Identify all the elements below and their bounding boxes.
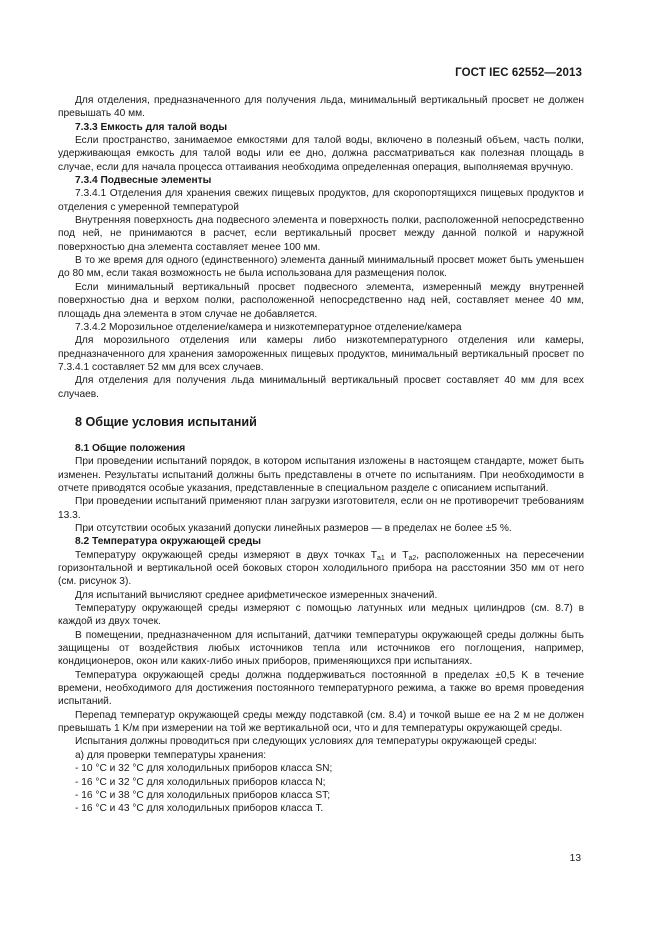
paragraph: Для морозильного отделения или камеры либо низкотемпературного отделения или камеры, предназначенного для хранения замороженных пищевых продуктов, минимальный вертикальный просвет по 7.3.4.1 составляет 52 мм для всех случаев.	[58, 335, 584, 373]
paragraph-text: и T	[384, 549, 409, 561]
paragraph: В помещении, предназначенном для испытаний, датчики температуры окружающей среды должны быть защищены от воздействия любых источников тепла или источников его поглощения, например, кондиционеров, окон или каких-либо иных приборов, применяющихся при испытаниях.	[58, 629, 584, 668]
paragraph: При отсутствии особых указаний допуски линейных размеров — в пределах не более ±5 %.	[75, 522, 512, 534]
paragraph: 7.3.4.2 Морозильное отделение/камера и низкотемпературное отделение/камера	[75, 321, 462, 333]
paragraph: Внутренняя поверхность дна подвесного элемента и поверхность полки, расположенной непосредственно под ней, не принимаются в расчет, если вертикальный просвет между данной полкой и наружной поверхностью дна элемента составляет менее 100 мм.	[58, 215, 584, 253]
paragraph: Температура окружающей среды должна поддерживаться постоянной в пределах ±0,5 K в течение времени, необходимого для достижения постоянного температурного режима, а также во время проведения испытаний.	[58, 669, 584, 708]
list-item: - 16 °C и 32 °C для холодильных приборов класса N;	[75, 776, 326, 788]
paragraph: В то же время для одного (единственного) элемента данный минимальный просвет может быть уменьшен до 80 мм, если такая возможность не была использована для размещения полок.	[58, 255, 584, 280]
subsection-heading-8-2: 8.2 Температура окружающей среды	[75, 536, 261, 548]
paragraph: Если минимальный вертикальный просвет подвесного элемента, измеренный между внутренней поверхностью дна и верхом полки, расположенной непосредственно над ней, составляет менее 40 мм, площадь дна элемента в этом случае не добавляется.	[58, 281, 584, 320]
paragraph: Для отделения для получения льда минимальный вертикальный просвет составляет 40 мм для всех случаев.	[58, 375, 584, 400]
subsection-heading-8-1: 8.1 Общие положения	[75, 442, 186, 454]
subsection-heading-7-3-4: 7.3.4 Подвесные элементы	[75, 175, 212, 187]
paragraph	[58, 549, 584, 589]
list-item: - 16 °C и 43 °C для холодильных приборов класса T.	[75, 803, 324, 815]
section-heading-8: 8 Общие условия испытаний	[75, 414, 257, 429]
document-header: ГОСТ IEC 62552—2013	[455, 67, 582, 79]
paragraph: Для испытаний вычисляют среднее арифметическое измеренных значений.	[75, 589, 438, 601]
list-item: - 10 °C и 32 °C для холодильных приборов класса SN;	[75, 763, 333, 775]
list-item: а) для проверки температуры хранения:	[75, 749, 267, 761]
paragraph: Температуру окружающей среды измеряют с помощью латунных или медных цилиндров (см. 8.7) в каждой из двух точек.	[58, 603, 584, 628]
paragraph: Для отделения, предназначенного для получения льда, минимальный вертикальный просвет не должен превышать 40 мм.	[58, 95, 584, 120]
page-number: 13	[569, 853, 581, 864]
paragraph-text: Температуру окружающей среды измеряют в двух точках T	[75, 549, 378, 561]
list-item: - 16 °C и 38 °C для холодильных приборов класса ST;	[75, 789, 331, 801]
paragraph: Перепад температур окружающей среды между подставкой (см. 8.4) и точкой выше ее на 2 м не должен превышать 1 K/м при измерении на той же вертикальной оси, что и для температуры окружающей среды.	[58, 709, 584, 735]
paragraph: 7.3.4.1 Отделения для хранения свежих пищевых продуктов, для скоропортящихся пищевых продуктов и отделения с умеренной температурой	[58, 188, 584, 213]
paragraph: Испытания должны проводиться при следующих условиях для температуры окружающей среды:	[75, 736, 537, 748]
paragraph: При проведении испытаний применяют план загрузки изготовителя, если он не противоречит требованиям 13.3.	[58, 496, 584, 521]
subscript: a2	[408, 554, 417, 562]
subscript: a1	[377, 554, 385, 562]
paragraph: При проведении испытаний порядок, в котором испытания изложены в настоящем стандарте, может быть изменен. Результаты испытаний должны быть представлены в отчете по испытаниям. При необходимости в отчете приводятся особые указания, представленные в специальном разделе с описанием испытаний.	[58, 456, 584, 494]
paragraph: Если пространство, занимаемое емкостями для талой воды, включено в полезный объем, часть полки, удерживающая емкость для талой воды или ее дно, должна рассматриваться как полезная площадь в случае, если для начала процесса оттаивания необходима определенная операция, выполняемая вручную.	[58, 135, 584, 173]
paragraph-text: , расположенных на пересечении горизонтальной и вертикальной осей боковых сторон холодильного прибора на расстоянии 350 мм от него (см. рисунок 3).	[58, 549, 585, 588]
document-body	[58, 94, 584, 816]
subsection-heading-7-3-3: 7.3.3 Емкость для талой воды	[75, 121, 228, 133]
